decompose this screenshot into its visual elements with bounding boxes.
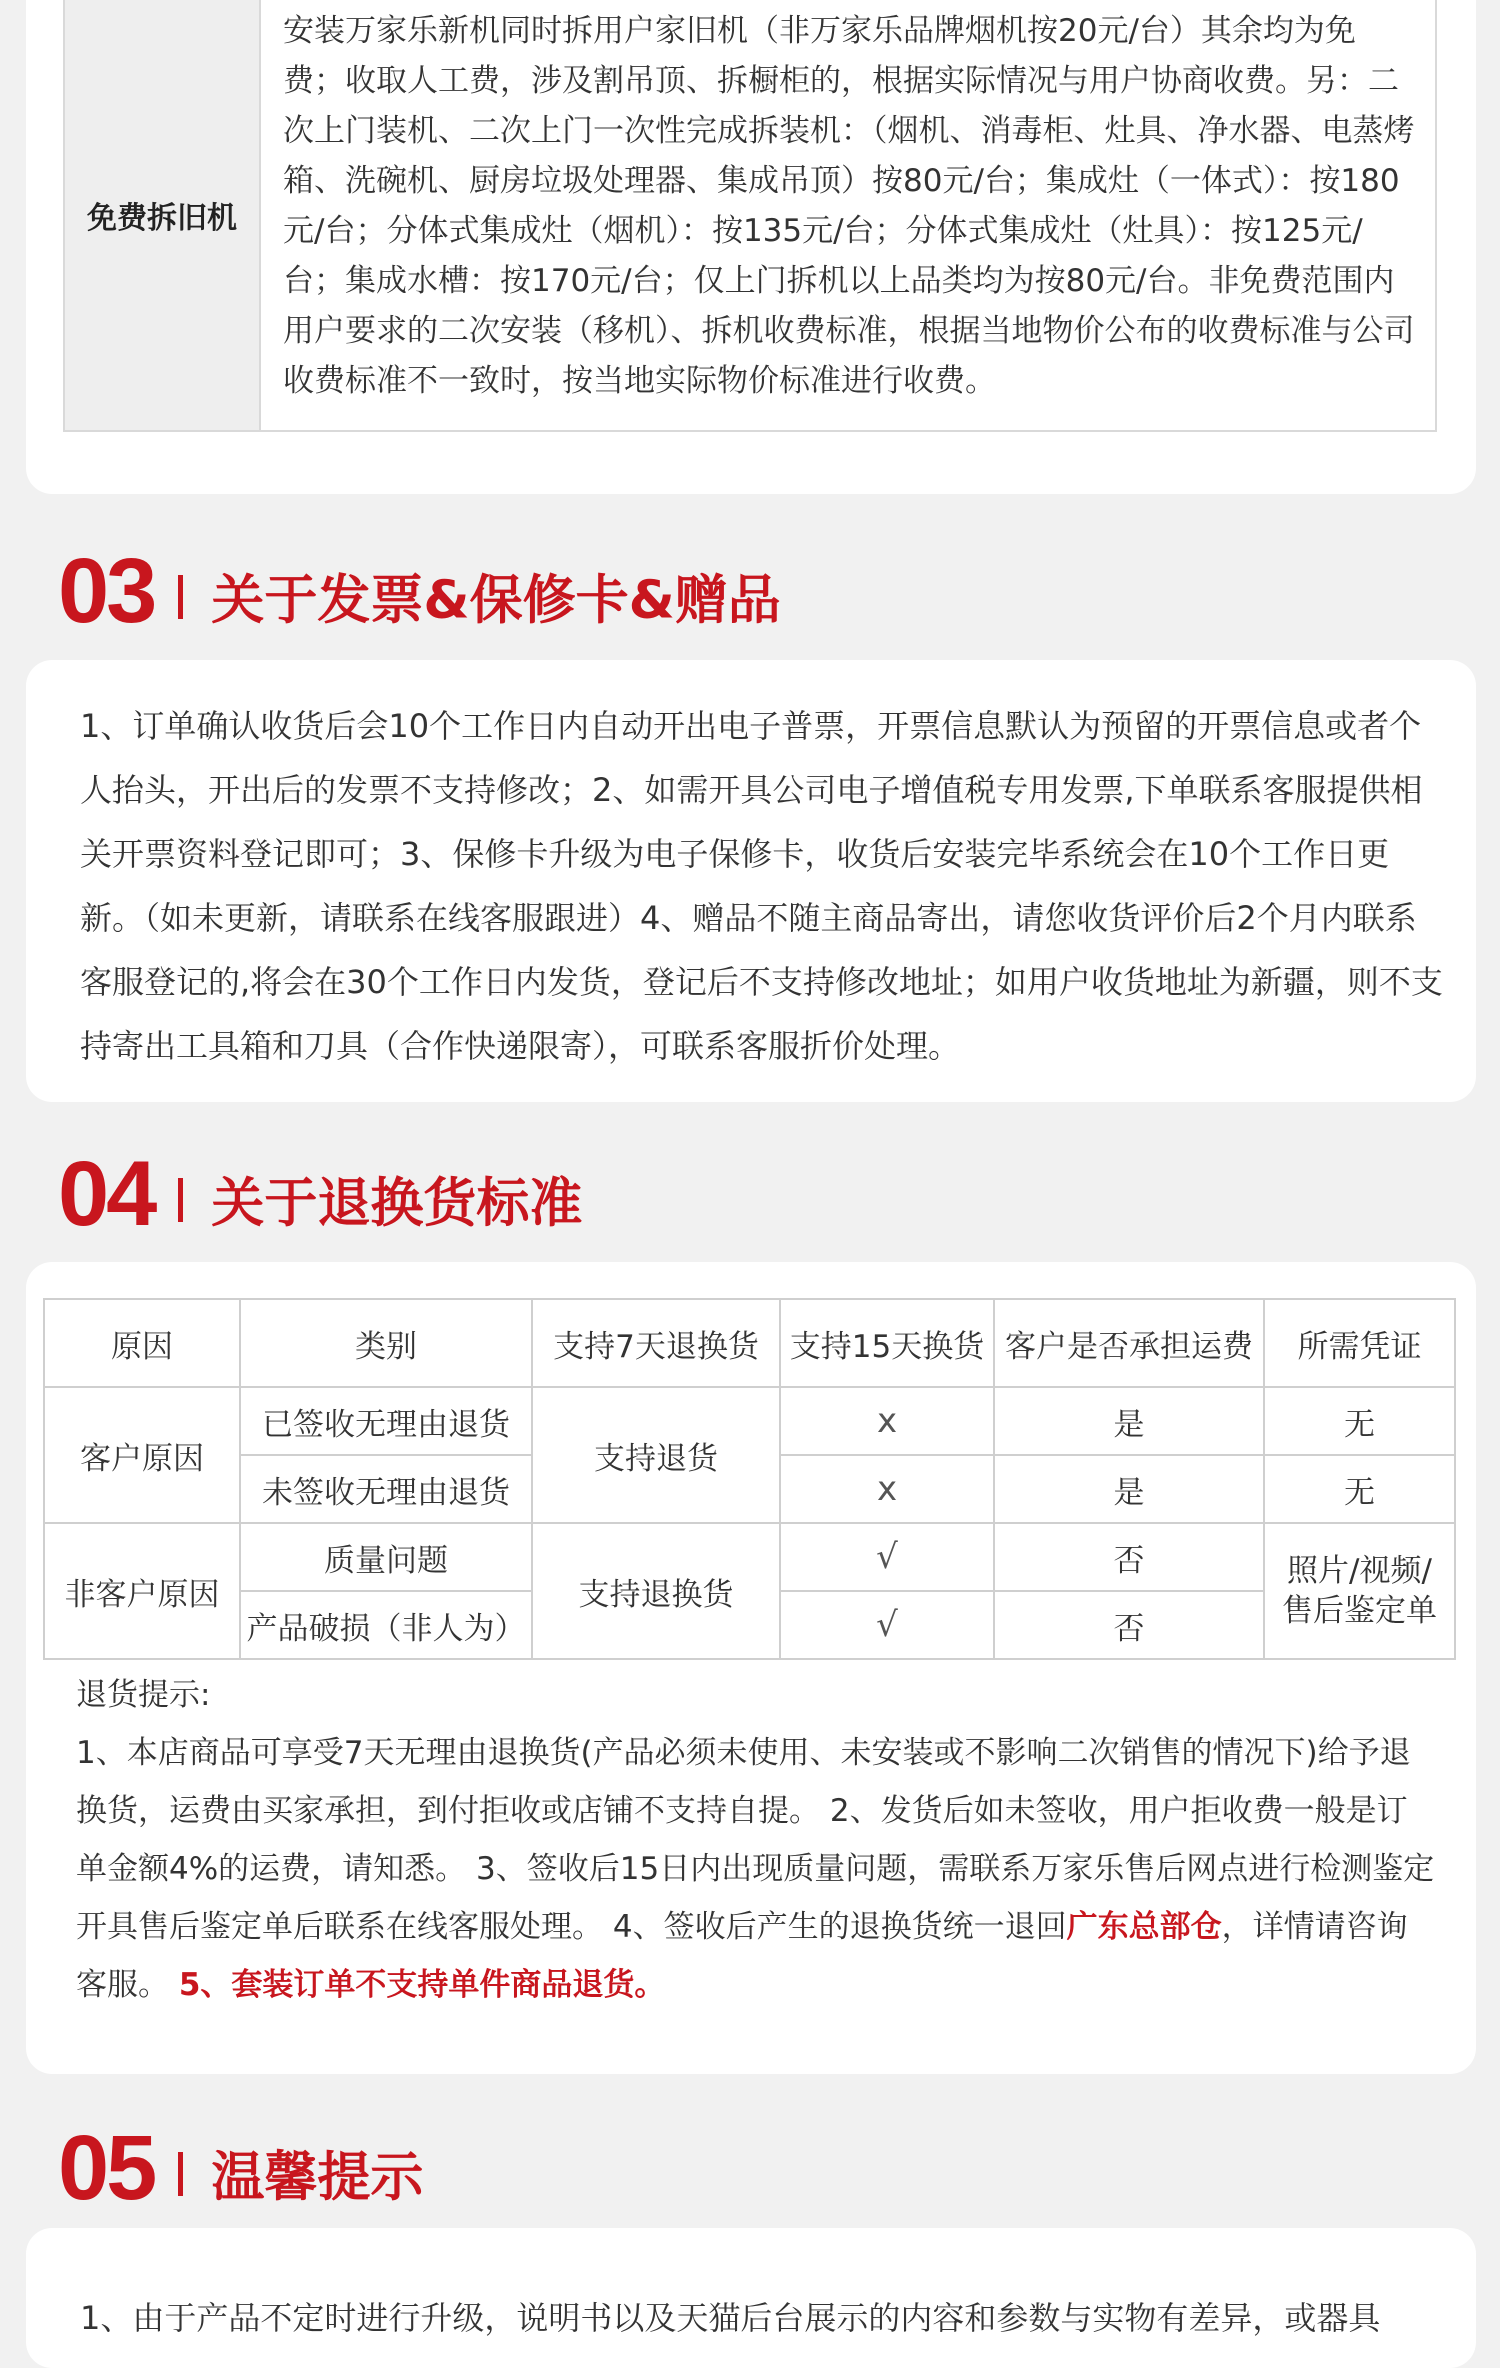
proof-cell: 无 bbox=[1264, 1455, 1455, 1523]
table-header-row bbox=[44, 1299, 1455, 1387]
header-reason: 原因 bbox=[44, 1299, 240, 1387]
section-divider bbox=[178, 1178, 183, 1222]
returns-table bbox=[43, 1298, 1456, 1660]
section-number: 03 bbox=[58, 539, 155, 642]
exchange-mark: x bbox=[780, 1387, 994, 1455]
category-cell: 未签收无理由退货 bbox=[240, 1455, 532, 1523]
freight-cell: 是 bbox=[994, 1455, 1264, 1523]
policy-cell: 支持退换货 bbox=[532, 1523, 780, 1659]
section-04-heading bbox=[58, 1139, 582, 1249]
section-title: 关于发票&保修卡&赠品 bbox=[211, 570, 781, 631]
return-tips-title: 退货提示: bbox=[76, 1677, 211, 1713]
invoice-card bbox=[26, 660, 1476, 1102]
header-proof: 所需凭证 bbox=[1264, 1299, 1455, 1387]
returns-card bbox=[26, 1262, 1476, 2074]
reason-cell: 客户原因 bbox=[44, 1387, 240, 1523]
header-7day: 支持7天退换货 bbox=[532, 1299, 780, 1387]
section-divider bbox=[178, 575, 183, 619]
exchange-mark: √ bbox=[780, 1591, 994, 1659]
freight-cell: 是 bbox=[994, 1387, 1264, 1455]
freight-cell: 否 bbox=[994, 1523, 1264, 1591]
section-divider bbox=[178, 2152, 183, 2196]
proof-cell: 照片/视频/售后鉴定单 bbox=[1264, 1523, 1455, 1659]
return-tips-text: ，详情请咨询客服。 bbox=[76, 1909, 1408, 2003]
policy-cell: 支持退货 bbox=[532, 1387, 780, 1523]
header-15day: 支持15天换货 bbox=[780, 1299, 994, 1387]
install-label: 免费拆旧机 bbox=[65, 0, 261, 430]
category-cell: 产品破损（非人为） bbox=[240, 1591, 532, 1659]
table-row bbox=[44, 1387, 1455, 1455]
category-cell: 质量问题 bbox=[240, 1523, 532, 1591]
section-05-heading bbox=[58, 2113, 423, 2223]
return-tips-body bbox=[76, 1724, 1436, 2014]
section-title: 温馨提示 bbox=[211, 2147, 424, 2208]
section-number: 04 bbox=[58, 1142, 155, 1245]
notice-text: 1、由于产品不定时进行升级，说明书以及天猫后台展示的内容和参数与实物有差异，或器具 bbox=[80, 2299, 1381, 2337]
return-tips bbox=[76, 1666, 1436, 2014]
header-freight: 客户是否承担运费 bbox=[994, 1299, 1264, 1387]
install-fee-text: 安装万家乐新机同时拆用户家旧机（非万家乐品牌烟机按20元/台）其余均为免费；收取人工费，涉及割吊顶、拆橱柜的，根据实际情况与用户协商收费。另：二次上门装机、二次上门一次性完成拆装机：（烟机、消毒柜、灶具、净水器、电蒸烤箱、洗碗机、厨房垃圾处理器、集成吊顶）按80元/台；集成灶（一体式）：按180元/台；分体式集成灶（烟机）：按135元/台；分体式集成灶（灶具）：按125元/台；集成水槽：按170元/台；仅上门拆机以上品类均为按80元/台。非免费范围内用户要求的二次安装（移机）、拆机收费标准，根据当地物价公布的收费标准与公司收费标准不一致时，按当地实际物价标准进行收费。 bbox=[283, 13, 1415, 399]
exchange-mark: x bbox=[780, 1455, 994, 1523]
exchange-mark: √ bbox=[780, 1523, 994, 1591]
notice-card bbox=[26, 2228, 1476, 2368]
return-warehouse-highlight: 广东总部仓 bbox=[1066, 1909, 1222, 1945]
section-number: 05 bbox=[58, 2116, 155, 2219]
reason-cell: 非客户原因 bbox=[44, 1523, 240, 1659]
category-cell: 已签收无理由退货 bbox=[240, 1387, 532, 1455]
header-category: 类别 bbox=[240, 1299, 532, 1387]
section-title: 关于退换货标准 bbox=[211, 1173, 583, 1234]
return-tips-text: 1、本店商品可享受7天无理由退换货(产品必须未使用、未安装或不影响二次销售的情况下)给予退换货，运费由买家承担，到付拒收或店铺不支持自提。 2、发货后如未签收，用户拒收费一般是订单金额4%的运费，请知悉。 3、签收后15日内出现质量问题，需联系万家乐售后网点进行检测鉴定开具售后鉴定单后联系在线客服处理。 4、签收后产生的退换货统一退回 bbox=[76, 1735, 1435, 1945]
section-03-heading bbox=[58, 536, 781, 646]
freight-cell: 否 bbox=[994, 1591, 1264, 1659]
install-fee-table bbox=[63, 0, 1437, 432]
invoice-text: 1、订单确认收货后会10个工作日内自动开出电子普票，开票信息默认为预留的开票信息或者个人抬头，开出后的发票不支持修改；2、如需开具公司电子增值税专用发票,下单联系客服提供相关开票资料登记即可；3、保修卡升级为电子保修卡，收货后安装完毕系统会在10个工作日更新。（如未更新，请联系在线客服跟进）4、赠品不随主商品寄出，请您收货评价后2个月内联系客服登记的,将会在30个工作日内发货，登记后不支持修改地址；如用户收货地址为新疆，则不支持寄出工具箱和刀具（合作快递限寄），可联系客服折价处理。 bbox=[80, 707, 1443, 1065]
proof-cell: 无 bbox=[1264, 1387, 1455, 1455]
install-card bbox=[26, 0, 1476, 494]
table-row bbox=[44, 1523, 1455, 1591]
return-set-order-warning: 5、套装订单不支持单件商品退货。 bbox=[178, 1967, 666, 2003]
